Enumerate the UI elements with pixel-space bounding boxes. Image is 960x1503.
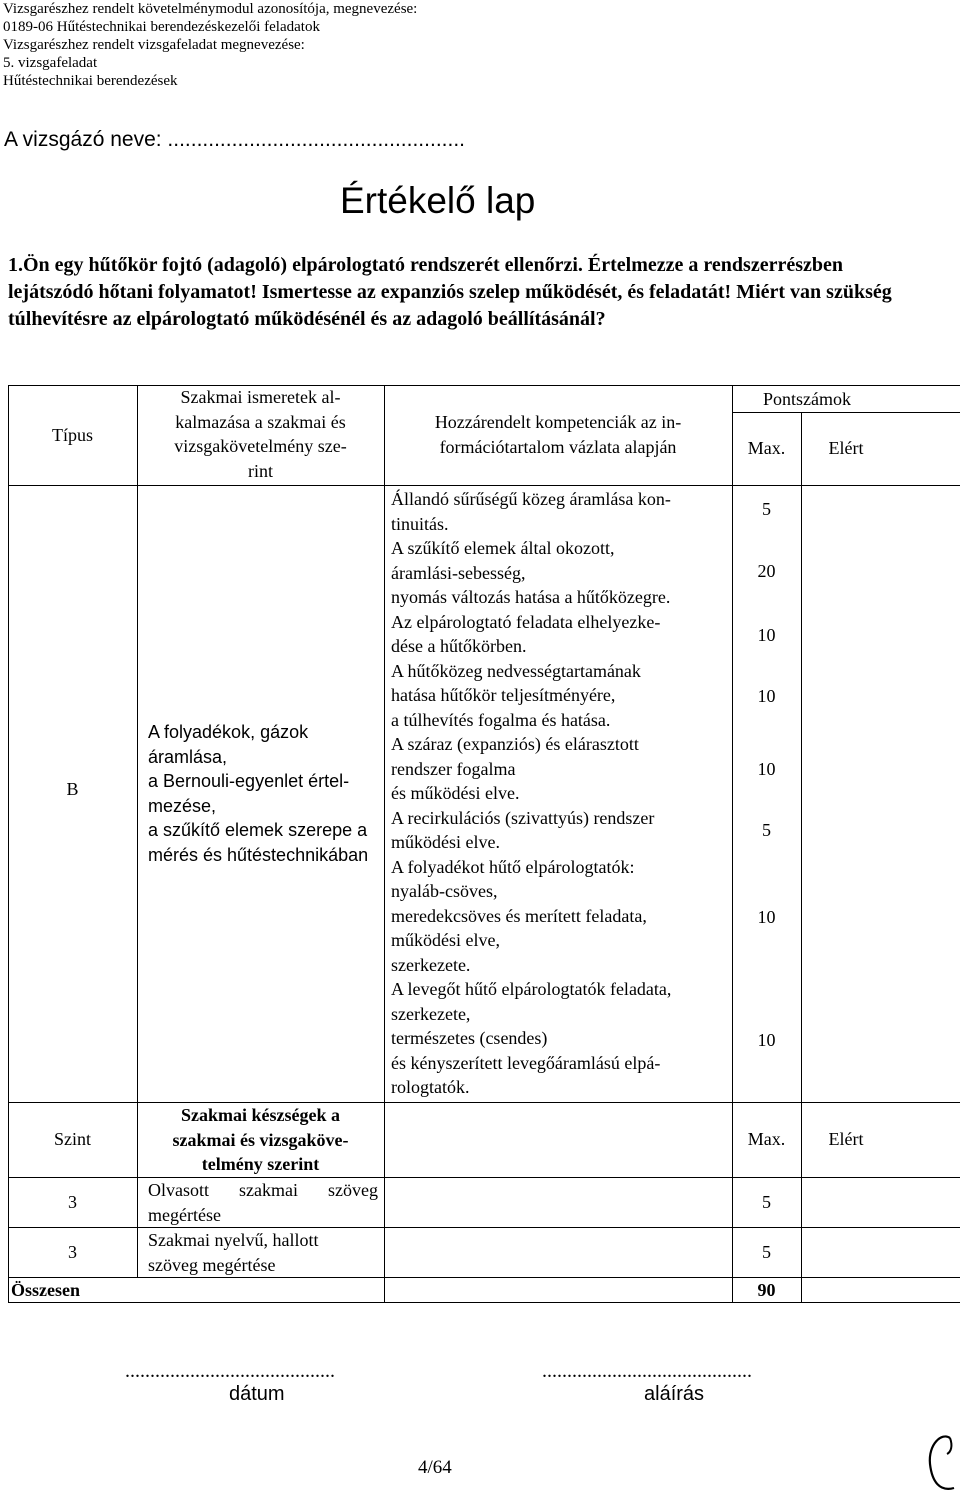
list-item: A hűtőközeg nedvességtartamának hatása hűtőkör teljesítményére, a túlhevítés fogalma és hatása. [391,660,641,730]
table-row: Szakmai nyelvű, hallott szöveg megértése [148,1230,319,1275]
header-line-3: Vizsgarészhez rendelt vizsgafeladat megnevezése: [3,37,305,53]
row-max-value: 5 [762,820,771,840]
header-line-2: 0189-06 Hűtéstechnikai berendezéskezelői feladatok [3,19,320,35]
page-number: 4/64 [418,1457,452,1478]
achieved-column-header: Elért [828,438,864,458]
knowledge-column-header: Szakmai ismeretek al- kalmazása a szakmai és vizsgakövetelmény sze- rint [174,387,347,481]
skill-max-value: 5 [762,1192,771,1212]
knowledge-text: A folyadékok, gázok áramlása, a Bernouli-egyenlet értel- mezése, a szűkítő elemek szerepe a mérés és hűtéstechnikában [148,722,369,865]
total-value: 90 [757,1280,776,1300]
header-line-4: 5. vizsgafeladat [3,55,98,71]
list-item: A levegőt hűtő elpárologtatók feladata, szerkezete, természetes (csendes) és kényszerített levegőáramlású elpá- rologtatók. [391,979,672,1097]
candidate-name: A vizsgázó neve: ................................................... [4,128,465,151]
list-item: A szűkítő elemek által okozott, áramlási-sebesség, nyomás változás hatása a hűtőközegre. [391,538,671,607]
skills-max-header: Max. [747,1129,786,1149]
row-max-value: 10 [757,625,776,645]
task-question: 1.Ön egy hűtőkör fojtó (adagoló) elpárologtató rendszerét ellenőrzi. Értelmezze a rendszerrészben lejátszódó hőtani folyamatot! Ismertesse az expanziós szelep működését, és feladatát! Miért van szükség túlhevítésre az elpárologtató működésénél és az adagoló beállításánál? [8,254,892,330]
list-item: Az elpárologtató feladata elhelyezke- dése a hűtőkörben. [391,611,661,656]
row-max-value: 10 [757,686,776,706]
max-column-header: Max. [747,438,786,458]
type-column-header: Típus [51,425,93,445]
skill-level: 3 [68,1192,77,1212]
signature-label: aláírás [644,1383,705,1405]
points-column-header: Pontszámok [763,389,851,409]
page-title: Értékelő lap [340,180,536,221]
signature-dots: .......................................... [542,1360,752,1382]
skill-level: 3 [68,1242,77,1262]
list-item: A recirkulációs (szivattyús) rendszer működési elve. [391,807,655,852]
list-item: Állandó sűrűségű közeg áramlása kon- tinuitás. [391,489,671,534]
competence-list [391,487,731,1100]
row-max-value: 10 [757,759,776,779]
list-item: A folyadékot hűtő elpárologtatók: nyaláb-csöves, meredekcsöves és merített feladata, működési elve, szerkezete. [391,856,647,975]
header-line-5: Hűtéstechnikai berendezések [3,73,178,89]
list-item: A száraz (expanziós) és elárasztott rendszer fogalma és működési elve. [391,734,639,803]
skills-column-header: Szakmai készségek a szakmai és vizsgaköve- telmény szerint [172,1105,349,1174]
row-max-value: 5 [762,499,771,519]
skills-achieved-header: Elért [828,1129,864,1149]
row-max-value: 20 [757,561,776,581]
total-label: Összesen [11,1280,80,1300]
skill-max-value: 5 [762,1242,771,1262]
row-max-value: 10 [757,907,776,927]
competence-column-header: Hozzárendelt kompetenciák az in- formációtartalom vázlata alapján [434,412,682,457]
date-label: dátum [229,1383,285,1405]
header-line-1: Vizsgarészhez rendelt követelménymodul azonosítója, megnevezése: [3,1,418,17]
type-value: B [66,779,79,799]
handwritten-mark [920,1430,960,1503]
row-max-value: 10 [757,1030,776,1050]
level-column-header: Szint [53,1129,91,1149]
table-row: Olvasott szakmai szöveg megértése [148,1180,378,1225]
date-dots: .......................................... [125,1360,335,1382]
